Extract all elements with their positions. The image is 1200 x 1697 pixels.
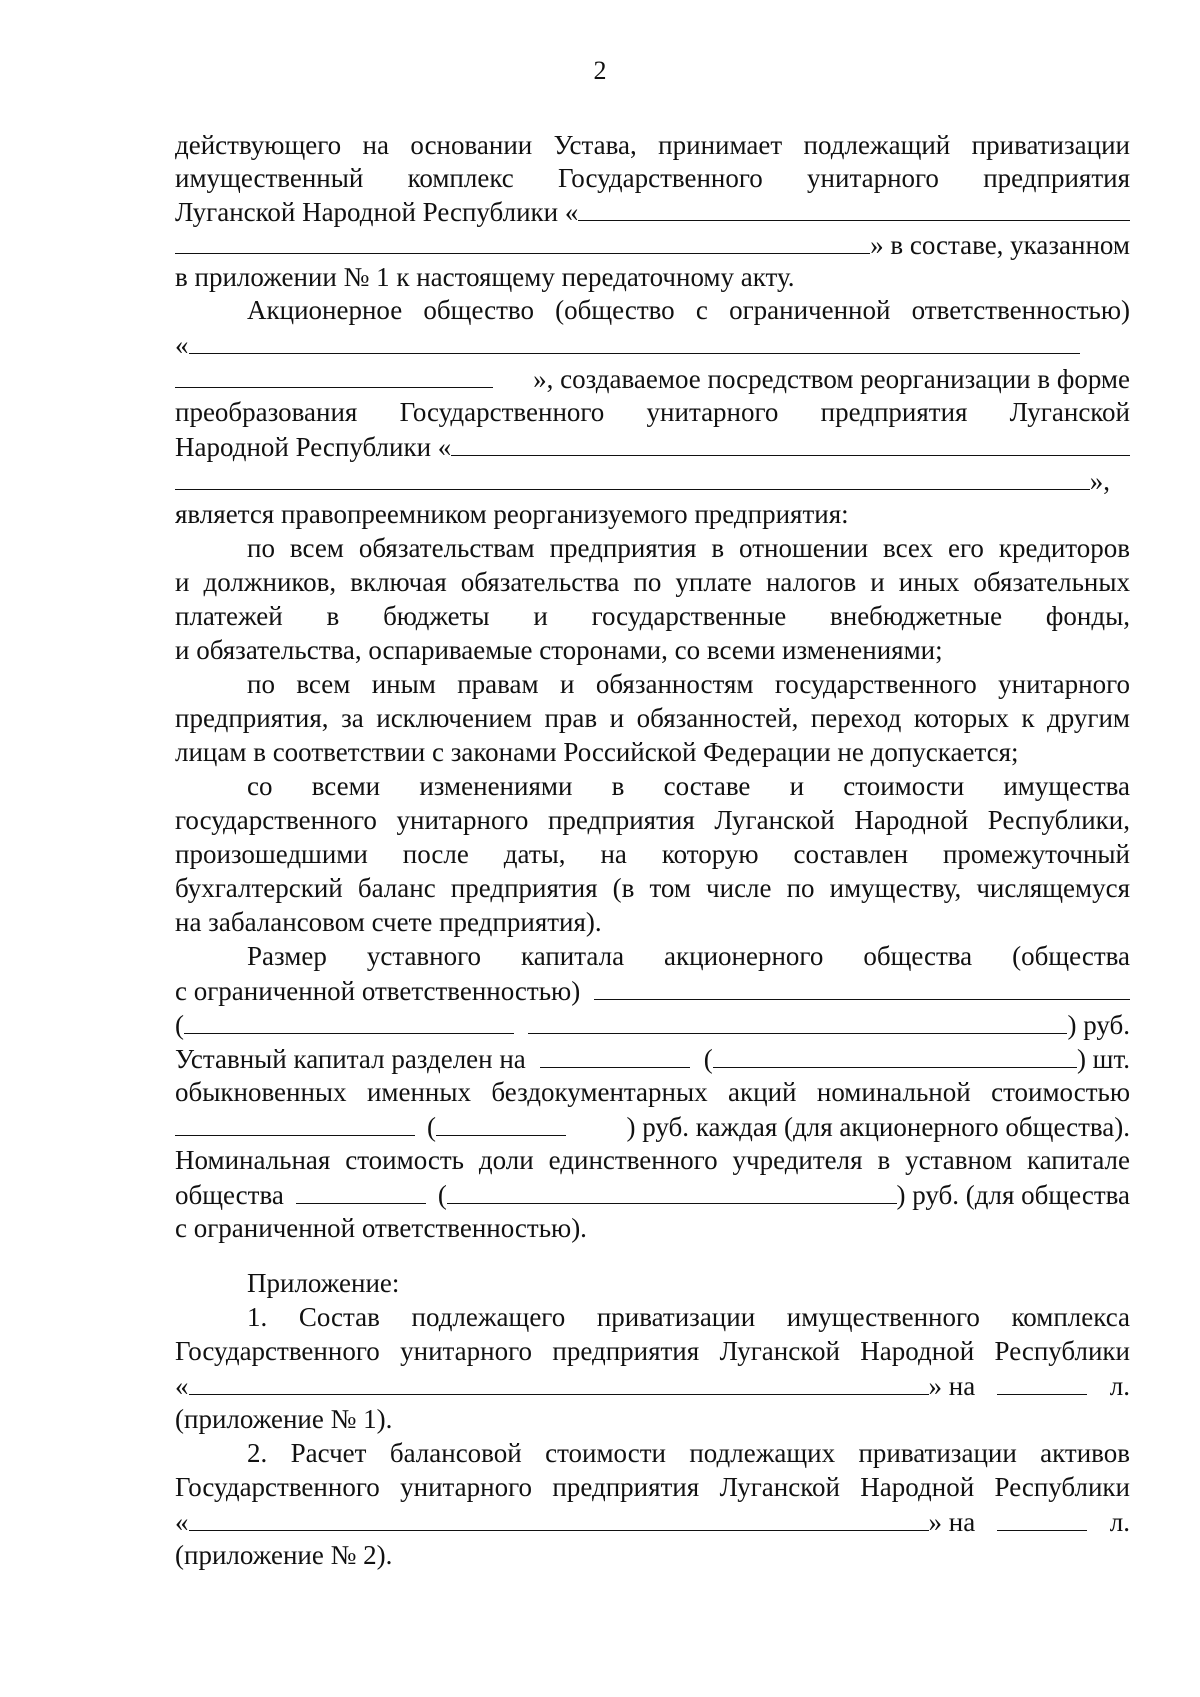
- annex-item-1-line-4: (приложение № 1).: [175, 1404, 393, 1434]
- annex-item-1-on: » на: [928, 1371, 976, 1401]
- company-name-blank-cont[interactable]: [175, 361, 493, 388]
- p6-line-2-text: с ограниченной ответственностью): [175, 976, 581, 1006]
- capital-words-blank-1[interactable]: [184, 1007, 514, 1034]
- annex-item-2-line-3: [175, 1504, 1130, 1538]
- annex-item-1-line-3: [175, 1368, 1130, 1402]
- reorganized-enterprise-blank-cont[interactable]: [175, 463, 1090, 490]
- p1-line-2: имущественный комплекс Государственного унитарного предприятия: [175, 163, 1130, 193]
- p6-line-1: Размер уставного капитала акционерного общества (общества: [247, 941, 1130, 971]
- p2-line-5: [175, 429, 1130, 463]
- p6-line-5: обыкновенных именных бездокументарных акций номинальной стоимостью: [175, 1077, 1130, 1107]
- annex-2-enterprise-blank[interactable]: [189, 1504, 929, 1531]
- p3-line-4: и обязательства, оспариваемые сторонами, со всеми изменениями;: [175, 635, 943, 665]
- p6-line-8: [175, 1177, 1130, 1211]
- p1-line-1: действующего на основании Устава, принимает подлежащий приватизации: [175, 130, 1130, 160]
- p1-line-4-text: » в составе, указанном: [870, 230, 1130, 260]
- p6-line-2: [175, 973, 1130, 1007]
- p6-line-4-tail: ) шт.: [1076, 1044, 1130, 1074]
- p6-line-3-paren: (: [175, 1010, 184, 1040]
- annex-item-2-line-1: 2. Расчет балансовой стоимости подлежащих приватизации активов: [247, 1438, 1130, 1468]
- annex-item-1-quote: «: [175, 1371, 189, 1401]
- p4-line-1: по всем иным правам и обязанностям государственного унитарного: [247, 669, 1130, 699]
- p5-line-1: со всеми изменениями в составе и стоимости имущества: [247, 771, 1130, 801]
- p6-line-6-paren: (: [427, 1112, 436, 1142]
- annex-item-2-on: » на: [928, 1507, 976, 1537]
- p1-line-4: [175, 227, 1130, 261]
- share-nominal-words-blank[interactable]: [436, 1109, 566, 1136]
- p6-line-3-text: ) руб.: [1067, 1010, 1130, 1040]
- p2-line-2: [175, 327, 1080, 361]
- capital-amount-blank[interactable]: [594, 973, 1130, 1000]
- annex-title: Приложение:: [247, 1268, 400, 1298]
- annex-item-2-line-4: (приложение № 2).: [175, 1540, 393, 1570]
- reorganized-enterprise-blank[interactable]: [451, 429, 1130, 456]
- p6-line-4-text: Уставный капитал разделен на: [175, 1044, 526, 1074]
- p4-line-3: лицам в соответствии с законами Российской Федерации не допускается;: [175, 737, 1019, 767]
- annex-item-2-line-2: Государственного унитарного предприятия Луганской Народной Республики: [175, 1472, 1130, 1502]
- p1-line-3: [175, 194, 1130, 228]
- enterprise-name-blank-cont[interactable]: [175, 227, 870, 254]
- shares-count-blank[interactable]: [540, 1041, 690, 1068]
- p6-line-6: [175, 1109, 1130, 1143]
- p6-line-7: Номинальная стоимость доли единственного учредителя в уставном капитале: [175, 1145, 1130, 1175]
- p6-line-4-paren: (: [703, 1044, 713, 1074]
- p6-line-9: с ограниченной ответственностью).: [175, 1213, 587, 1243]
- p3-line-2: и должников, включая обязательства по уплате налогов и иных обязательных: [175, 567, 1130, 597]
- enterprise-name-blank[interactable]: [578, 194, 1130, 221]
- p5-line-3: произошедшими после даты, на которую составлен промежуточный: [175, 839, 1130, 869]
- p2-line-6: [175, 463, 1110, 497]
- p6-line-4: [175, 1041, 1130, 1075]
- p2-line-5-text: Народной Республики «: [175, 432, 452, 462]
- p6-line-3: [175, 1007, 1130, 1041]
- p2-line-6-text: »,: [1089, 466, 1110, 496]
- page-number: 2: [593, 56, 607, 85]
- p5-line-5: на забалансовом счете предприятия).: [175, 907, 602, 937]
- annex-item-2-sheets: л.: [1109, 1507, 1131, 1537]
- p2-line-7: является правопреемником реорганизуемого предприятия:: [175, 499, 849, 529]
- p6-line-8-text: общества: [175, 1180, 284, 1210]
- stake-nominal-words-blank[interactable]: [447, 1177, 897, 1204]
- p1-line-5: в приложении № 1 к настоящему передаточному акту.: [175, 262, 795, 292]
- p1-line-3-text: Луганской Народной Республики «: [175, 197, 579, 227]
- p3-line-1: по всем обязательствам предприятия в отношении всех его кредиторов: [247, 533, 1130, 563]
- p6-line-8-tail: ) руб. (для общества: [896, 1180, 1130, 1210]
- stake-nominal-blank[interactable]: [296, 1177, 426, 1204]
- p2-line-3-text: », создаваемое посредством реорганизации в форме: [533, 364, 1130, 394]
- annex-1-pages-blank[interactable]: [997, 1368, 1087, 1395]
- p5-line-2: государственного унитарного предприятия Луганской Народной Республики,: [175, 805, 1130, 835]
- p2-line-3: [175, 361, 1130, 395]
- annex-1-enterprise-blank[interactable]: [189, 1368, 929, 1395]
- annex-item-1-sheets: л.: [1109, 1371, 1131, 1401]
- p2-line-2-quote: «: [175, 330, 189, 360]
- p6-line-6-text: ) руб. каждая (для акционерного общества).: [626, 1112, 1130, 1142]
- capital-words-blank-2[interactable]: [528, 1007, 1067, 1034]
- p2-line-4: преобразования Государственного унитарного предприятия Луганской: [175, 397, 1130, 427]
- annex-item-1-line-2: Государственного унитарного предприятия Луганской Народной Республики: [175, 1336, 1130, 1366]
- annex-item-1-line-1: 1. Состав подлежащего приватизации имущественного комплекса: [247, 1302, 1130, 1332]
- annex-item-2-quote: «: [175, 1507, 189, 1537]
- company-name-blank[interactable]: [189, 327, 1081, 354]
- p3-line-3: платежей в бюджеты и государственные внебюджетные фонды,: [175, 601, 1130, 631]
- annex-2-pages-blank[interactable]: [997, 1504, 1087, 1531]
- shares-count-words-blank[interactable]: [713, 1041, 1077, 1068]
- p6-line-8-paren: (: [437, 1180, 447, 1210]
- p2-line-1: Акционерное общество (общество с ограниченной ответственностью): [247, 295, 1130, 325]
- share-nominal-blank[interactable]: [175, 1109, 415, 1136]
- p4-line-2: предприятия, за исключением прав и обязанностей, переход которых к другим: [175, 703, 1130, 733]
- p5-line-4: бухгалтерский баланс предприятия (в том числе по имуществу, числящемуся: [175, 873, 1130, 903]
